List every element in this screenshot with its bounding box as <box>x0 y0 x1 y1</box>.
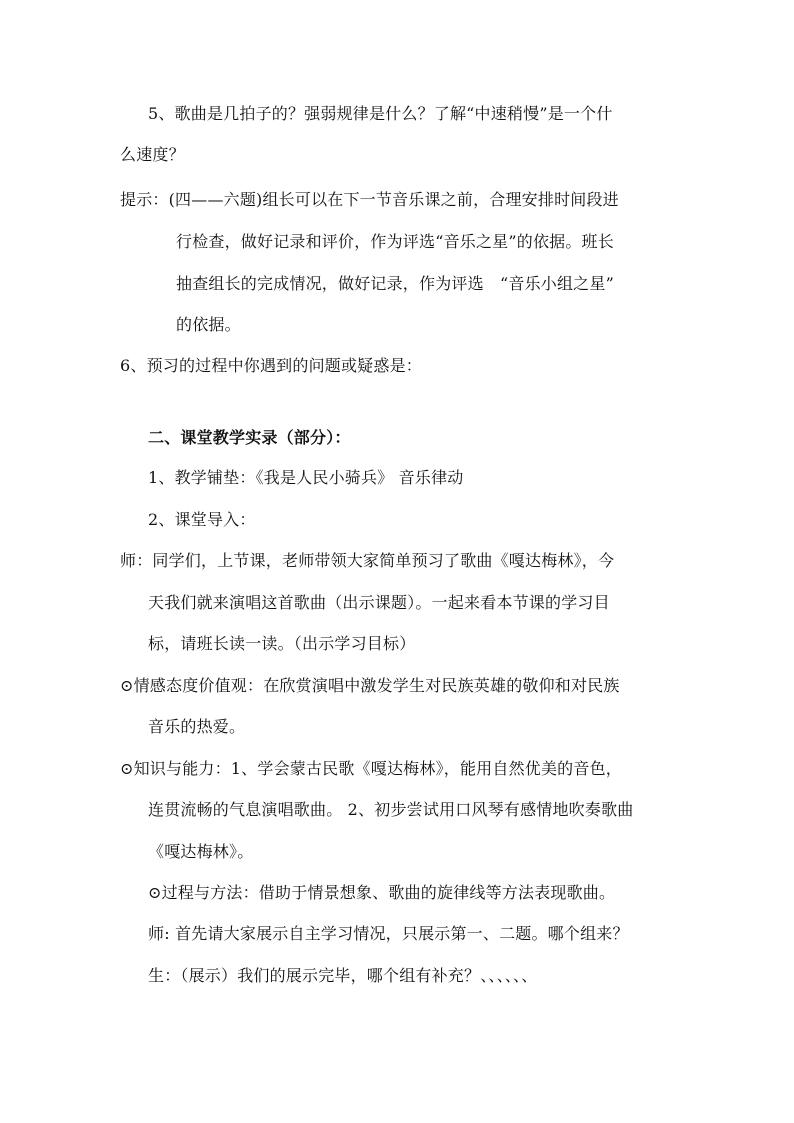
tip-text-line-4: 的依据。 <box>176 315 241 334</box>
goal-knowledge-line-2: 连贯流畅的气息演唱歌曲。 2、初步尝试用口风琴有感情地吹奏歌曲 <box>148 800 634 819</box>
student-dialogue: 生：（展示）我们的展示完毕，哪个组有补充？、、、、、、 <box>148 966 538 985</box>
goal-knowledge-line-3: 《嘎达梅林》。 <box>148 842 254 861</box>
teacher-dialogue: 师: 首先请大家展示自主学习情况，只展示第一、二题。哪个组来？ <box>148 924 629 943</box>
tip-text-line-1: 提示：(四——六题)组长可以在下一节音乐课之前，合理安排时间段进 <box>120 190 619 209</box>
teacher-intro-line-3: 标，请班长读一读。（出示学习目标） <box>148 634 416 653</box>
tip-text-line-2: 行检查，做好记录和评价，作为评选“音乐之星”的依据。班长 <box>176 232 614 251</box>
step-2-text: 2、课堂导入： <box>148 510 256 529</box>
step-1-text: 1、教学铺垫：《我是人民小骑兵》 音乐律动 <box>148 468 464 487</box>
q5-text-line-2: 么速度？ <box>120 145 185 164</box>
q6-text: 6、预习的过程中你遇到的问题或疑惑是： <box>120 356 422 375</box>
q5-text-line-1: 5、歌曲是几拍子的？强弱规律是什么？了解“中速稍慢”是一个什 <box>148 104 613 123</box>
tip-text-line-3: 抽查组长的完成情况，做好记录，作为评选 “音乐小组之星” <box>176 274 614 293</box>
goal-process: ⊙过程与方法：借助于情景想象、歌曲的旋律线等方法表现歌曲。 <box>148 883 616 902</box>
goal-emotion-line-2: 音乐的热爱。 <box>148 717 246 736</box>
teacher-intro-line-2: 天我们就来演唱这首歌曲（出示课题）。一起来看本节课的学习目 <box>148 593 610 612</box>
goal-knowledge-line-1: ⊙知识与能力：1、学会蒙古民歌《嘎达梅林》，能用自然优美的音色， <box>120 759 622 778</box>
section-heading-classroom: 二、课堂教学实录（部分）： <box>148 428 351 447</box>
goal-emotion-line-1: ⊙情感态度价值观：在欣赏演唱中激发学生对民族英雄的敬仰和对民族 <box>120 676 620 695</box>
teacher-intro-line-1: 师：同学们，上节课，老师带领大家简单预习了歌曲《嘎达梅林》，今 <box>120 551 615 570</box>
